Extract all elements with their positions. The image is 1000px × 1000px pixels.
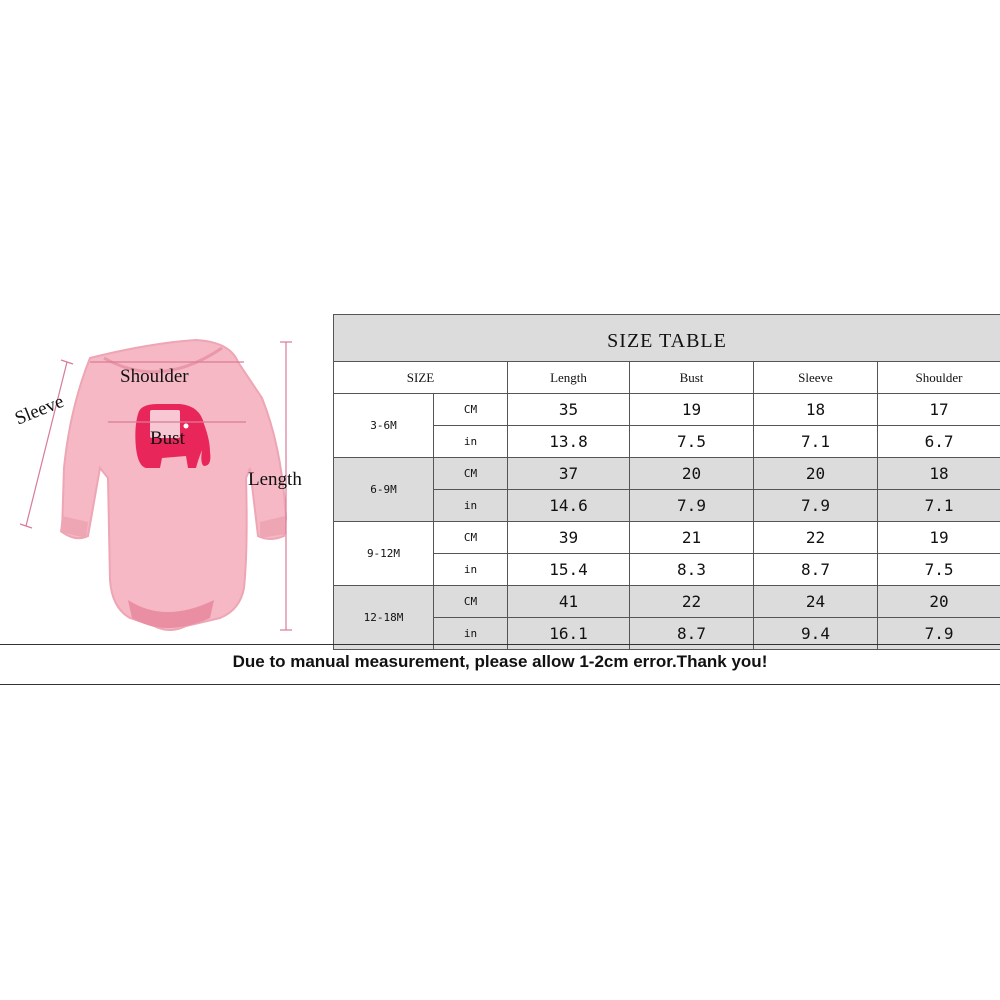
value-cell: 6.7 bbox=[878, 426, 1000, 458]
value-cell: 20 bbox=[878, 586, 1000, 618]
value-cell: 19 bbox=[630, 394, 754, 426]
table-row bbox=[334, 458, 1000, 490]
length-label: Length bbox=[248, 469, 302, 490]
measurement-notice: Due to manual measurement, please allow 1-2cm error.Thank you! bbox=[232, 652, 768, 671]
onesie-illustration bbox=[0, 318, 335, 648]
table-row bbox=[334, 394, 1000, 426]
value-cell: 39 bbox=[508, 522, 630, 554]
value-cell: 20 bbox=[754, 458, 878, 490]
unit-cell: CM bbox=[434, 586, 508, 618]
table-row bbox=[334, 554, 1000, 586]
unit-cell: in bbox=[434, 554, 508, 586]
value-cell: 7.9 bbox=[630, 490, 754, 522]
value-cell: 7.9 bbox=[878, 618, 1000, 650]
value-cell: 7.9 bbox=[754, 490, 878, 522]
notice-divider-bottom bbox=[0, 684, 1000, 685]
value-cell: 21 bbox=[630, 522, 754, 554]
unit-cell: in bbox=[434, 618, 508, 650]
value-cell: 15.4 bbox=[508, 554, 630, 586]
value-cell: 41 bbox=[508, 586, 630, 618]
unit-cell: CM bbox=[434, 394, 508, 426]
value-cell: 18 bbox=[754, 394, 878, 426]
table-row bbox=[334, 586, 1000, 618]
table-title: SIZE TABLE bbox=[334, 315, 1000, 362]
value-cell: 8.3 bbox=[630, 554, 754, 586]
header-length: Length bbox=[508, 362, 630, 394]
unit-cell: CM bbox=[434, 522, 508, 554]
table-header-row bbox=[334, 362, 1000, 394]
unit-cell: in bbox=[434, 490, 508, 522]
size-cell: 6-9M bbox=[334, 458, 434, 522]
value-cell: 8.7 bbox=[630, 618, 754, 650]
header-shoulder: Shoulder bbox=[878, 362, 1000, 394]
size-cell: 3-6M bbox=[334, 394, 434, 458]
value-cell: 7.1 bbox=[754, 426, 878, 458]
value-cell: 17 bbox=[878, 394, 1000, 426]
header-size: SIZE bbox=[334, 362, 508, 394]
header-sleeve: Sleeve bbox=[754, 362, 878, 394]
notice-divider-top bbox=[0, 644, 1000, 645]
table-row bbox=[334, 522, 1000, 554]
value-cell: 22 bbox=[754, 522, 878, 554]
unit-cell: in bbox=[434, 426, 508, 458]
value-cell: 24 bbox=[754, 586, 878, 618]
value-cell: 19 bbox=[878, 522, 1000, 554]
header-bust: Bust bbox=[630, 362, 754, 394]
value-cell: 37 bbox=[508, 458, 630, 490]
value-cell: 7.5 bbox=[630, 426, 754, 458]
table-row bbox=[334, 426, 1000, 458]
value-cell: 35 bbox=[508, 394, 630, 426]
unit-cell: CM bbox=[434, 458, 508, 490]
value-cell: 7.5 bbox=[878, 554, 1000, 586]
value-cell: 16.1 bbox=[508, 618, 630, 650]
value-cell: 18 bbox=[878, 458, 1000, 490]
value-cell: 22 bbox=[630, 586, 754, 618]
bust-label: Bust bbox=[150, 428, 185, 449]
value-cell: 14.6 bbox=[508, 490, 630, 522]
shoulder-label: Shoulder bbox=[120, 366, 189, 387]
size-cell: 9-12M bbox=[334, 522, 434, 586]
value-cell: 13.8 bbox=[508, 426, 630, 458]
size-cell: 12-18M bbox=[334, 586, 434, 650]
value-cell: 8.7 bbox=[754, 554, 878, 586]
value-cell: 20 bbox=[630, 458, 754, 490]
value-cell: 9.4 bbox=[754, 618, 878, 650]
table-row bbox=[334, 490, 1000, 522]
value-cell: 7.1 bbox=[878, 490, 1000, 522]
size-table bbox=[333, 314, 1000, 650]
sleeve-line bbox=[26, 362, 67, 526]
sleeve-label: Sleeve bbox=[12, 391, 67, 430]
